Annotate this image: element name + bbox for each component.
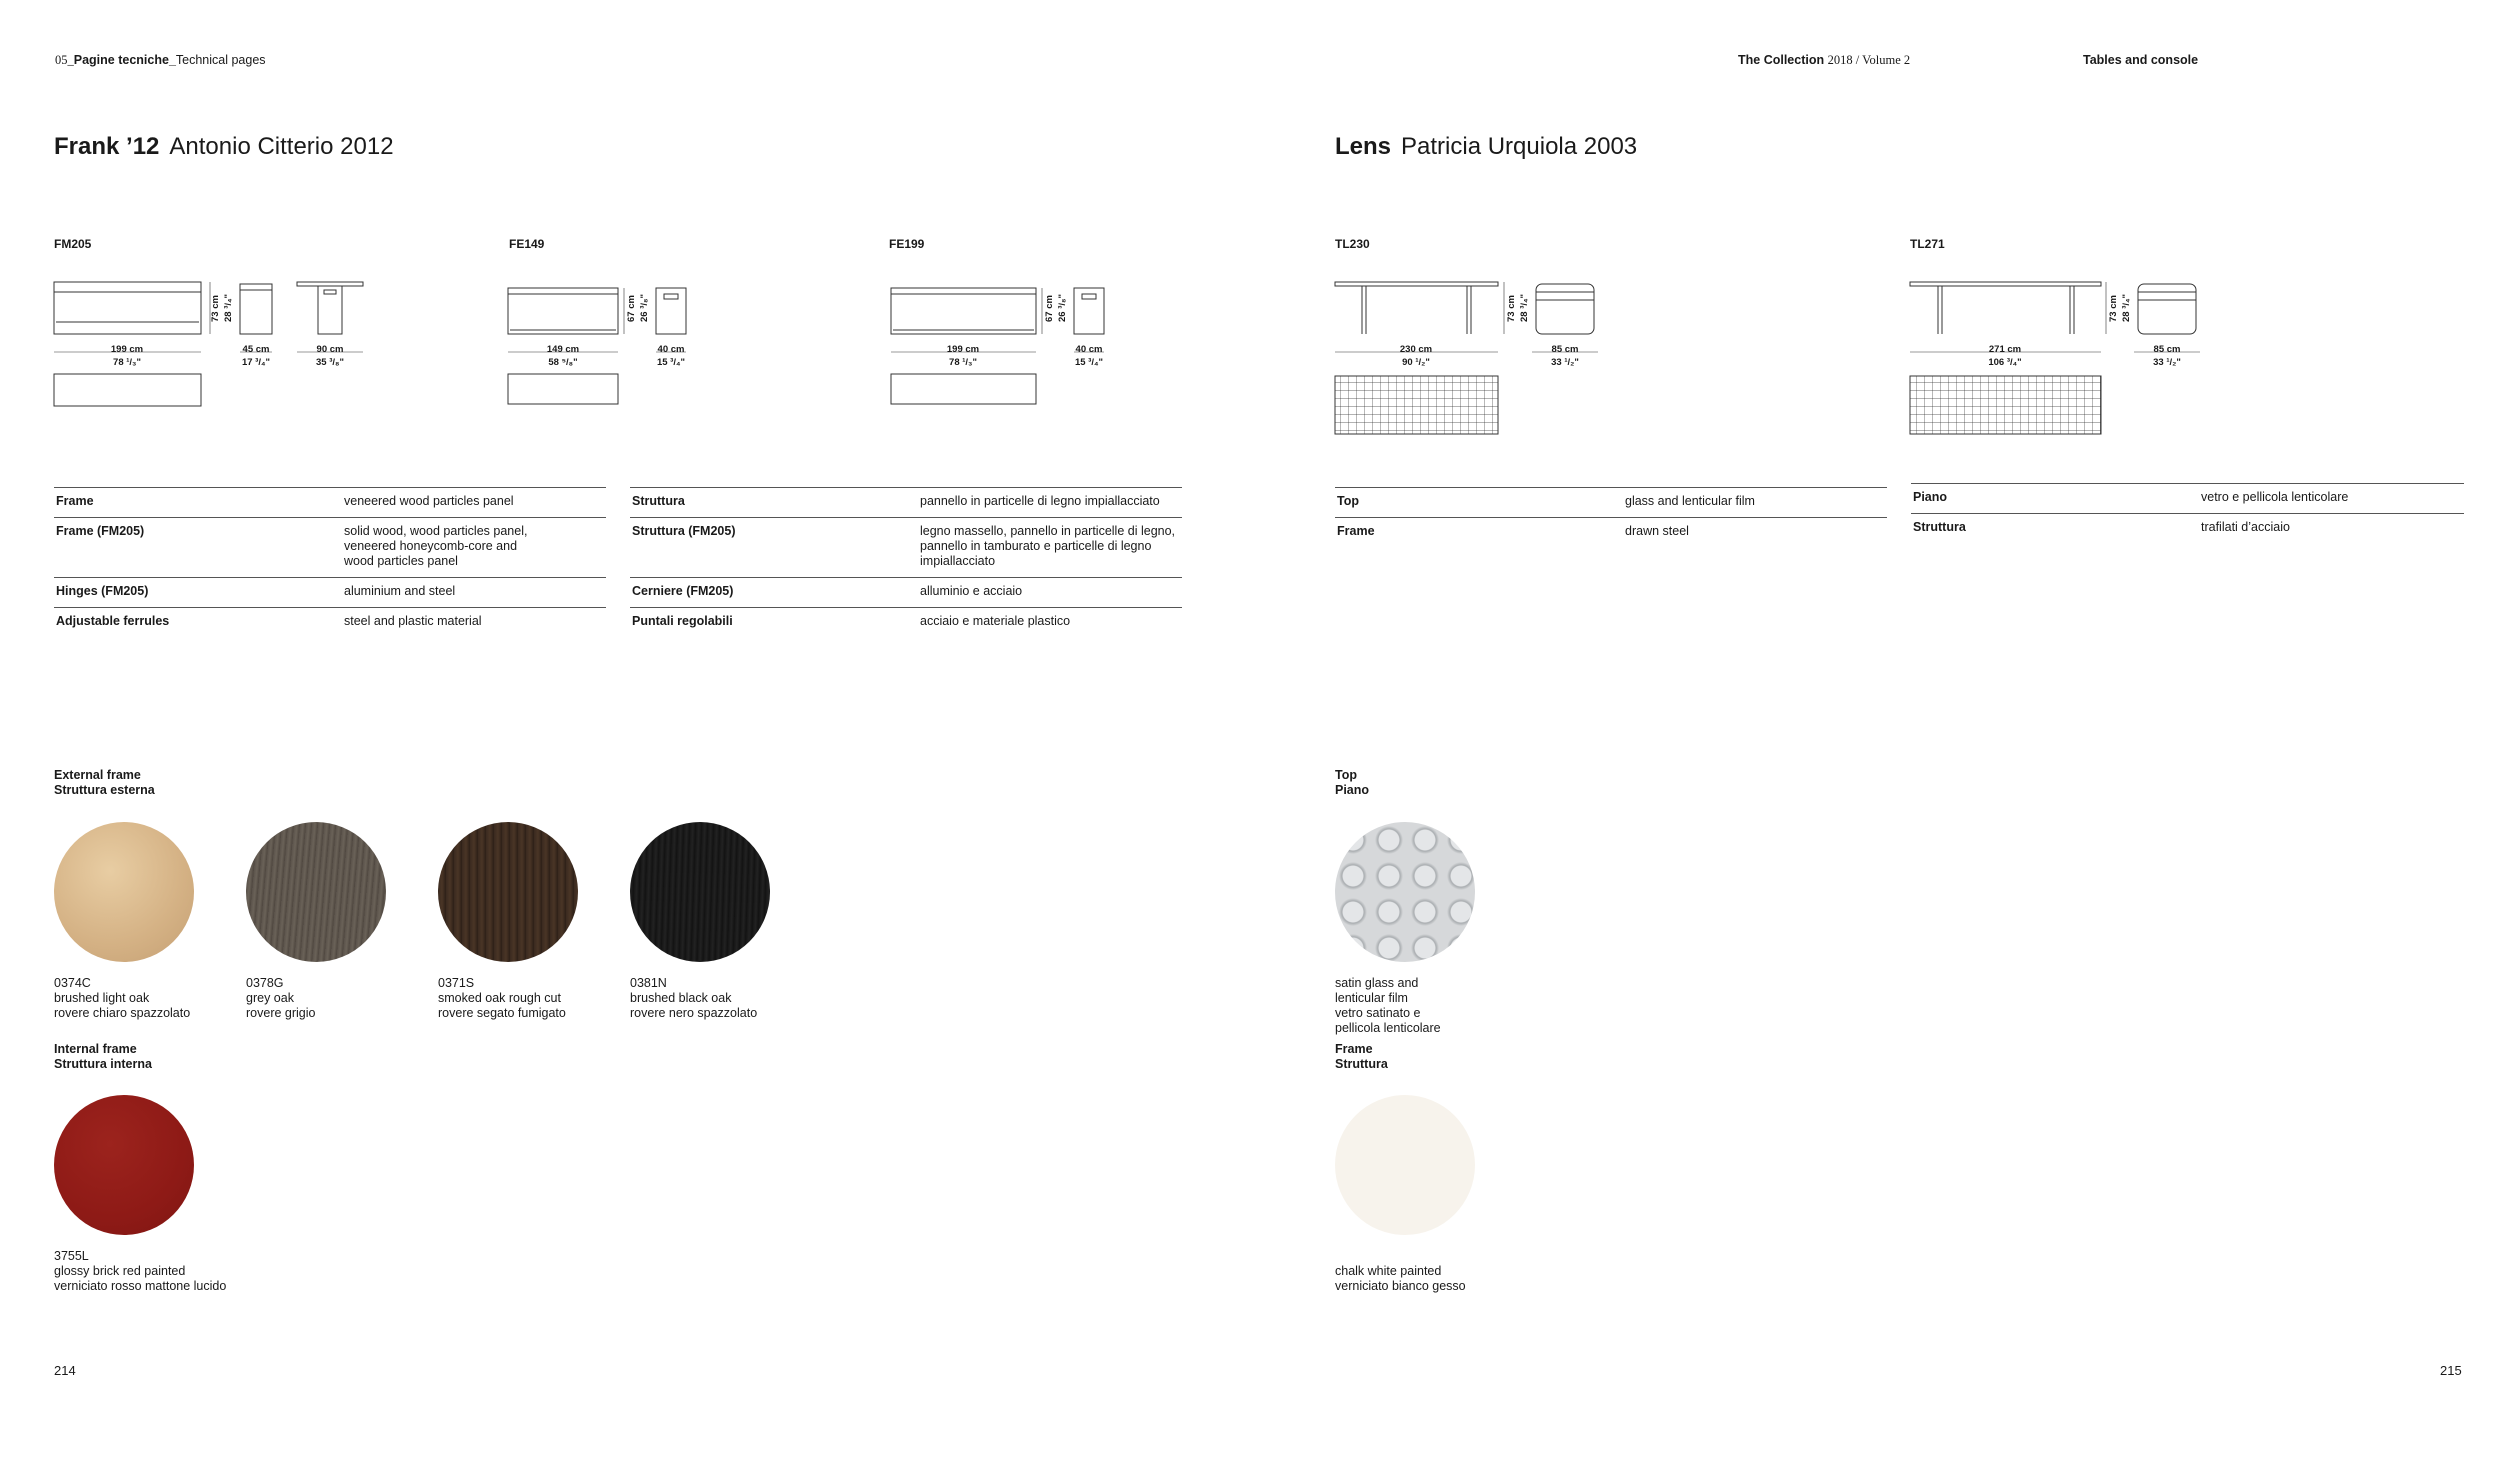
specs-table-italian	[1911, 483, 2464, 543]
finish-swatch[interactable]	[438, 822, 578, 962]
product-title-lens	[1335, 133, 1637, 161]
specs-table-english	[54, 487, 606, 637]
specs-table-italian	[630, 487, 1182, 637]
height-dimension: 73 cm	[1506, 295, 1517, 322]
finish-label: 0374C brushed light oak rovere chiaro spazzolato	[54, 976, 191, 1020]
product-name: Lens	[1335, 133, 1392, 160]
depth-dimension: 90 cm 35 ³/₈"	[316, 344, 344, 368]
designer-year: Patricia Urquiola 2003	[1401, 133, 1638, 160]
width-dimension: 199 cm 78 ¹/₃"	[946, 344, 980, 368]
finish-swatch[interactable]	[246, 822, 386, 962]
spec-row: Frame veneered wood particles panel	[54, 487, 606, 517]
frame-finish-title: Frame Struttura	[1335, 1042, 1388, 1071]
height-dimension: 67 cm	[626, 295, 637, 322]
width-dimension: 230 cm 90 ¹/₂"	[1399, 344, 1433, 368]
depth-dimension: 85 cm 33 ¹/₂"	[2153, 344, 2181, 368]
category-heading: Tables and console	[2083, 53, 2199, 67]
product-code: FE199	[889, 237, 925, 251]
finish-swatch-item[interactable]	[630, 822, 790, 1021]
spec-row: Struttura (FM205) legno massello, pannello in particelle di legno, pannello in tamburato e particelle di legno impiallacciato	[630, 517, 1182, 577]
depth-dimension: 85 cm 33 ¹/₂"	[1551, 344, 1579, 368]
section-separator: _	[168, 53, 176, 67]
spec-row: Struttura trafilati d’acciaio	[1911, 513, 2464, 543]
page-number-left: 214	[54, 1363, 76, 1378]
width-dimension: 271 cm 106 ³/₄"	[1988, 344, 2022, 368]
collection-volume: 2018 / Volume 2	[1827, 53, 1911, 67]
collection-heading	[1738, 53, 1910, 68]
depth-dimension: 45 cm 17 ³/₄"	[241, 344, 271, 368]
product-code: FM205	[54, 237, 92, 251]
finish-label: 0378G grey oak rovere grigio	[246, 976, 316, 1020]
finish-swatch[interactable]	[54, 1095, 194, 1235]
product-name: Frank ’12	[54, 133, 160, 160]
top-finish-title: Top Piano	[1335, 768, 1370, 797]
height-dimension: 73 cm	[210, 295, 221, 322]
product-code: TL271	[1910, 237, 1945, 251]
section-english: Technical pages	[175, 53, 266, 67]
finish-swatch-item[interactable]	[54, 822, 214, 1021]
finish-swatch-item[interactable]	[1335, 1095, 1535, 1294]
spec-row: Frame (FM205) solid wood, wood particles panel, veneered honeycomb-core and wood particles panel	[54, 517, 606, 577]
finish-label: 3755L glossy brick red painted verniciato rosso mattone lucido	[54, 1249, 227, 1293]
finish-swatch[interactable]	[54, 822, 194, 962]
finish-label: 0371S smoked oak rough cut rovere segato fumigato	[438, 976, 566, 1020]
spec-row: Struttura pannello in particelle di legno impiallacciato	[630, 487, 1182, 517]
collection-name: The Collection	[1738, 53, 1825, 67]
external-frame-title: External frame Struttura esterna	[54, 768, 155, 797]
page-number-right: 215	[2440, 1363, 2462, 1378]
spec-row: Puntali regolabili acciaio e materiale plastico	[630, 607, 1182, 637]
spec-row: Piano vetro e pellicola lenticolare	[1911, 483, 2464, 513]
finish-swatch[interactable]	[1335, 822, 1475, 962]
finish-swatch-item[interactable]	[438, 822, 598, 1021]
frank-technical-drawings	[0, 270, 1200, 420]
spec-row: Frame drawn steel	[1335, 517, 1887, 547]
height-dimension-inch: 28 ³/₄"	[2121, 293, 2132, 322]
section-number: 05_	[55, 53, 74, 67]
depth-dimension: 40 cm 15 ³/₄"	[1074, 344, 1104, 368]
depth-dimension: 40 cm 15 ³/₄"	[656, 344, 686, 368]
height-dimension-inch: 26 ³/₈"	[639, 294, 650, 322]
finish-label: chalk white painted verniciato bianco gesso	[1335, 1264, 1466, 1293]
height-dimension: 67 cm	[1044, 295, 1055, 322]
specs-table-english	[1335, 487, 1887, 547]
finish-swatch[interactable]	[1335, 1095, 1475, 1235]
spec-row: Hinges (FM205) aluminium and steel	[54, 577, 606, 607]
width-dimension: 199 cm 78 ¹/₃"	[110, 344, 144, 368]
height-dimension-inch: 28 ³/₄"	[223, 293, 234, 322]
section-italian: Pagine tecniche	[73, 53, 169, 67]
width-dimension: 149 cm 58 ⁵/₈"	[546, 344, 580, 368]
designer-year: Antonio Citterio 2012	[169, 133, 394, 160]
finish-swatch-item[interactable]	[54, 1095, 274, 1294]
finish-swatch-item[interactable]	[246, 822, 406, 1021]
internal-frame-title: Internal frame Struttura interna	[54, 1042, 152, 1071]
height-dimension: 73 cm	[2108, 295, 2119, 322]
product-code: TL230	[1335, 237, 1370, 251]
finish-swatch-item[interactable]	[1335, 822, 1495, 1036]
finish-label: 0381N brushed black oak rovere nero spazzolato	[630, 976, 758, 1020]
section-heading	[55, 53, 266, 68]
finish-label: satin glass and lenticular film vetro satinato e pellicola lenticolare	[1335, 976, 1441, 1035]
finish-swatch[interactable]	[630, 822, 770, 962]
height-dimension-inch: 26 ³/₈"	[1057, 294, 1068, 322]
product-title-frank	[54, 133, 394, 161]
product-code: FE149	[509, 237, 545, 251]
spec-row: Adjustable ferrules steel and plastic material	[54, 607, 606, 637]
spec-row: Top glass and lenticular film	[1335, 487, 1887, 517]
height-dimension-inch: 28 ³/₄"	[1519, 293, 1530, 322]
spec-row: Cerniere (FM205) alluminio e acciaio	[630, 577, 1182, 607]
